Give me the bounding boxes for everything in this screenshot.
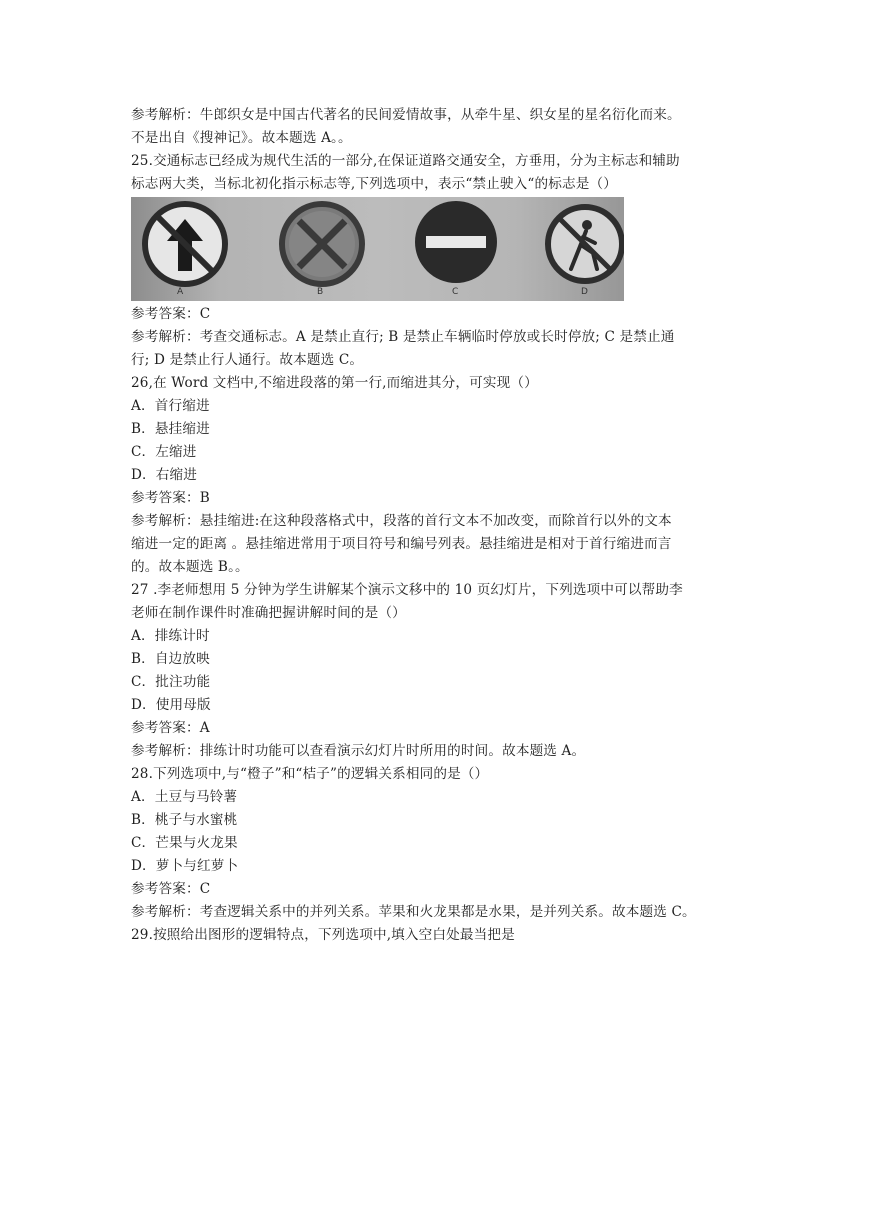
explanation-28: 参考解析：考查逻辑关系中的并列关系。苹果和火龙果都是水果，是并列关系。故本题选 C。 bbox=[131, 904, 696, 920]
explanation-26: 参考解析：悬挂缩进:在这种段落格式中，段落的首行文本不加改变，而除首行以外的文本 bbox=[131, 513, 672, 529]
text-block-before bbox=[131, 104, 743, 196]
question-27-stem-cont: 老师在制作课件时准确把握讲解时间的是（） bbox=[131, 605, 406, 621]
no-parking-icon bbox=[282, 204, 362, 284]
question-27-stem: 27 .李老师想用 5 分钟为学生讲解某个演示文移中的 10 页幻灯片，下列选项中可以帮助李 bbox=[131, 582, 683, 598]
option-26-c: C．左缩进 bbox=[131, 444, 197, 460]
option-27-b: B．自边放映 bbox=[131, 651, 210, 667]
traffic-signs-figure bbox=[131, 197, 624, 301]
option-26-a: A．首行缩进 bbox=[131, 398, 210, 414]
question-29-stem: 29.按照给出图形的逻辑特点，下列选项中,填入空白处最当把是 bbox=[131, 927, 515, 943]
answer-27: 参考答案：A bbox=[131, 720, 210, 736]
question-28-stem: 28.下列选项中,与“橙子”和“桔子”的逻辑关系相同的是（） bbox=[131, 766, 489, 782]
no-entry-icon bbox=[415, 201, 497, 283]
option-label-b: B bbox=[317, 287, 324, 297]
explanation-25-cont: 行; D 是禁止行人通行。故本题选 C。 bbox=[131, 352, 364, 368]
question-25-stem: 25.交通标志已经成为规代生活的一部分,在保证道路交通安全，方垂用，分为主标志和辅助 bbox=[131, 153, 680, 169]
option-27-c: C．批注功能 bbox=[131, 674, 211, 690]
explanation-27: 参考解析：排练计时功能可以查看演示幻灯片时所用的时间。故本题选 A。 bbox=[131, 743, 586, 759]
explanation-25: 参考解析：考查交通标志。A 是禁止直行; B 是禁止车辆临时停放或长时停放; C 是禁止通 bbox=[131, 329, 675, 345]
answer-26: 参考答案：B bbox=[131, 490, 210, 506]
option-28-c: C．芒果与火龙果 bbox=[131, 835, 238, 851]
question-26-stem: 26,在 Word 文档中,不缩进段落的第一行,而缩进其分，可实现（） bbox=[131, 375, 538, 391]
explanation-26-end: 的。故本题选 B。。 bbox=[131, 559, 249, 575]
option-27-d: D．使用母版 bbox=[131, 697, 211, 713]
option-28-d: D．萝卜与红萝卜 bbox=[131, 858, 239, 874]
option-label-c: C bbox=[452, 287, 459, 297]
text-block-after bbox=[131, 303, 743, 947]
question-25-stem-cont: 标志两大类，当标北初化指示标志等,下列选项中，表示“禁止驶入“的标志是（） bbox=[131, 176, 617, 192]
explanation-26-cont: 缩进一定的距离 。悬挂缩进常用于项目符号和编号列表。悬挂缩进是相对于首行缩进而言 bbox=[131, 536, 672, 552]
option-26-d: D．右缩进 bbox=[131, 467, 198, 483]
option-28-b: B．桃子与水蜜桃 bbox=[131, 812, 238, 828]
answer-25: 参考答案：C bbox=[131, 306, 211, 322]
option-label-d: D bbox=[581, 287, 588, 297]
option-28-a: A．土豆与马铃薯 bbox=[131, 789, 238, 805]
option-27-a: A．排练计时 bbox=[131, 628, 210, 644]
text-line: 参考解析：牛郎织女是中国古代著名的民间爱情故事，从牵牛星、织女星的星名衍化而来。 bbox=[131, 107, 681, 123]
answer-28: 参考答案：C bbox=[131, 881, 211, 897]
no-straight-icon bbox=[145, 204, 225, 284]
no-pedestrians-icon bbox=[548, 207, 622, 281]
text-line: 不是出自《搜神记》。故本题选 A。。 bbox=[131, 130, 352, 146]
option-label-a: A bbox=[177, 287, 184, 297]
option-26-b: B．悬挂缩进 bbox=[131, 421, 210, 437]
document-page bbox=[131, 104, 743, 947]
